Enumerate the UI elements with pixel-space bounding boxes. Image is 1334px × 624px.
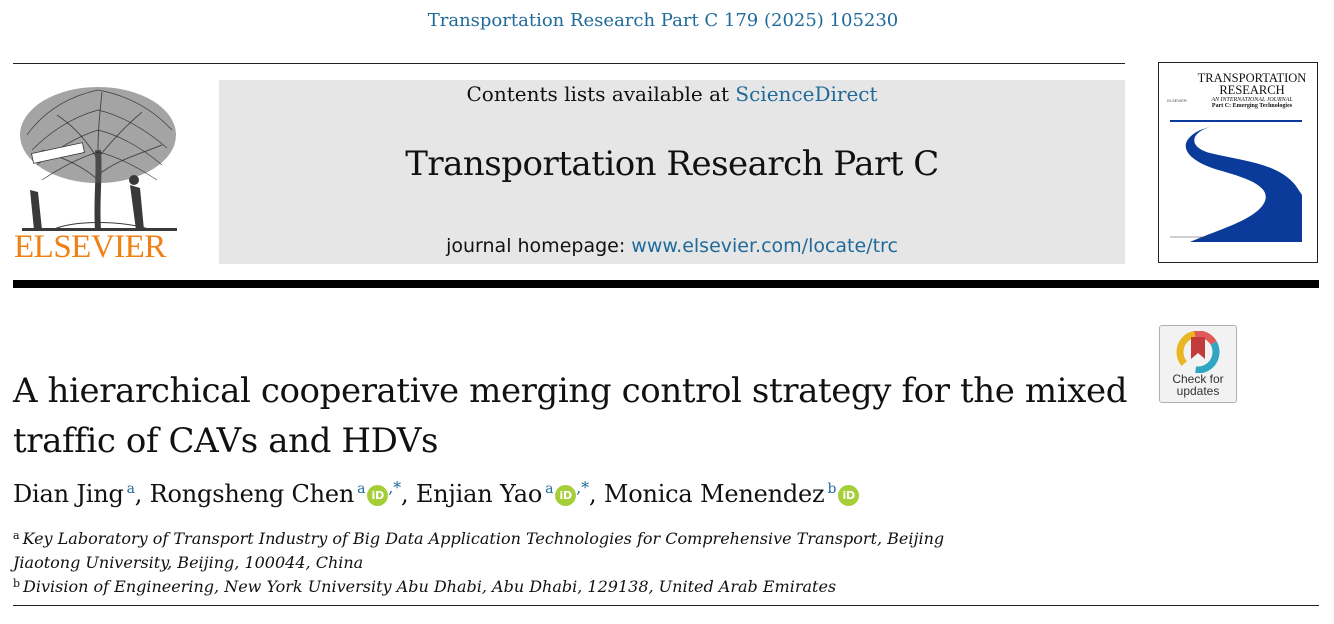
affiliation-text: Division of Engineering, New York University Abu Dhabi, Abu Dhabi, 129138, United Arab Emirates bbox=[23, 577, 837, 596]
author-name[interactable]: Enjian Yao bbox=[415, 480, 543, 508]
author-name[interactable]: Monica Menendez bbox=[603, 480, 825, 508]
author-name[interactable]: Rongsheng Chen bbox=[149, 480, 355, 508]
homepage-link[interactable]: www.elsevier.com/locate/trc bbox=[631, 235, 898, 257]
header-divider bbox=[13, 280, 1319, 288]
cover-subtitle: AN INTERNATIONAL JOURNAL bbox=[1211, 97, 1293, 103]
homepage-line bbox=[219, 235, 1125, 257]
affiliation-link[interactable]: a bbox=[357, 481, 366, 497]
contents-line bbox=[219, 82, 1125, 106]
corresponding-author-mark[interactable]: ,* bbox=[388, 478, 401, 497]
check-for-updates-label[interactable]: Check for updates bbox=[1172, 372, 1224, 398]
sciencedirect-link[interactable]: ScienceDirect bbox=[735, 82, 878, 106]
cover-road-icon bbox=[1170, 119, 1302, 242]
affiliation-link[interactable]: b bbox=[827, 481, 837, 497]
affiliations-divider bbox=[13, 605, 1319, 606]
orcid-icon[interactable]: iD bbox=[555, 485, 576, 506]
affiliation-b bbox=[13, 572, 1013, 599]
orcid-icon[interactable]: iD bbox=[838, 485, 859, 506]
elsevier-wordmark[interactable]: ELSEVIER bbox=[14, 229, 166, 265]
cover-part: Part C: Emerging Technologies bbox=[1211, 103, 1293, 109]
author-separator: , bbox=[400, 480, 409, 508]
contents-prefix: Contents lists available at bbox=[466, 82, 730, 106]
article-title: A hierarchical cooperative merging control strategy for the mixed traffic of CAVs and HDVs bbox=[13, 371, 1128, 461]
journal-name: Transportation Research Part C bbox=[405, 144, 939, 184]
affiliation-link[interactable]: a bbox=[126, 481, 135, 497]
affiliation-link[interactable]: a bbox=[545, 481, 554, 497]
affiliation-a bbox=[13, 524, 993, 575]
affiliation-text: Key Laboratory of Transport Industry of Big Data Application Technologies for Comprehensive Transport, Beijing Jiaotong University, Beijing, 100044, China bbox=[13, 529, 945, 572]
check-for-updates-icon bbox=[1175, 331, 1221, 373]
author-list bbox=[13, 478, 1113, 508]
affiliation-key: a bbox=[13, 529, 20, 542]
cover-title: TRANSPORTATION RESEARCH bbox=[1197, 71, 1307, 97]
author-name[interactable]: Dian Jing bbox=[13, 480, 124, 508]
corresponding-author-mark[interactable]: ,* bbox=[576, 478, 589, 497]
author-separator: , bbox=[134, 480, 143, 508]
orcid-icon[interactable]: iD bbox=[367, 485, 388, 506]
author-separator: , bbox=[588, 480, 597, 508]
affiliation-key: b bbox=[13, 577, 21, 590]
top-divider bbox=[13, 63, 1125, 64]
cover-publisher: ELSEVIER bbox=[1167, 98, 1187, 103]
journal-citation[interactable]: Transportation Research Part C 179 (2025) 105230 bbox=[427, 10, 899, 31]
homepage-prefix: journal homepage: bbox=[446, 235, 626, 257]
